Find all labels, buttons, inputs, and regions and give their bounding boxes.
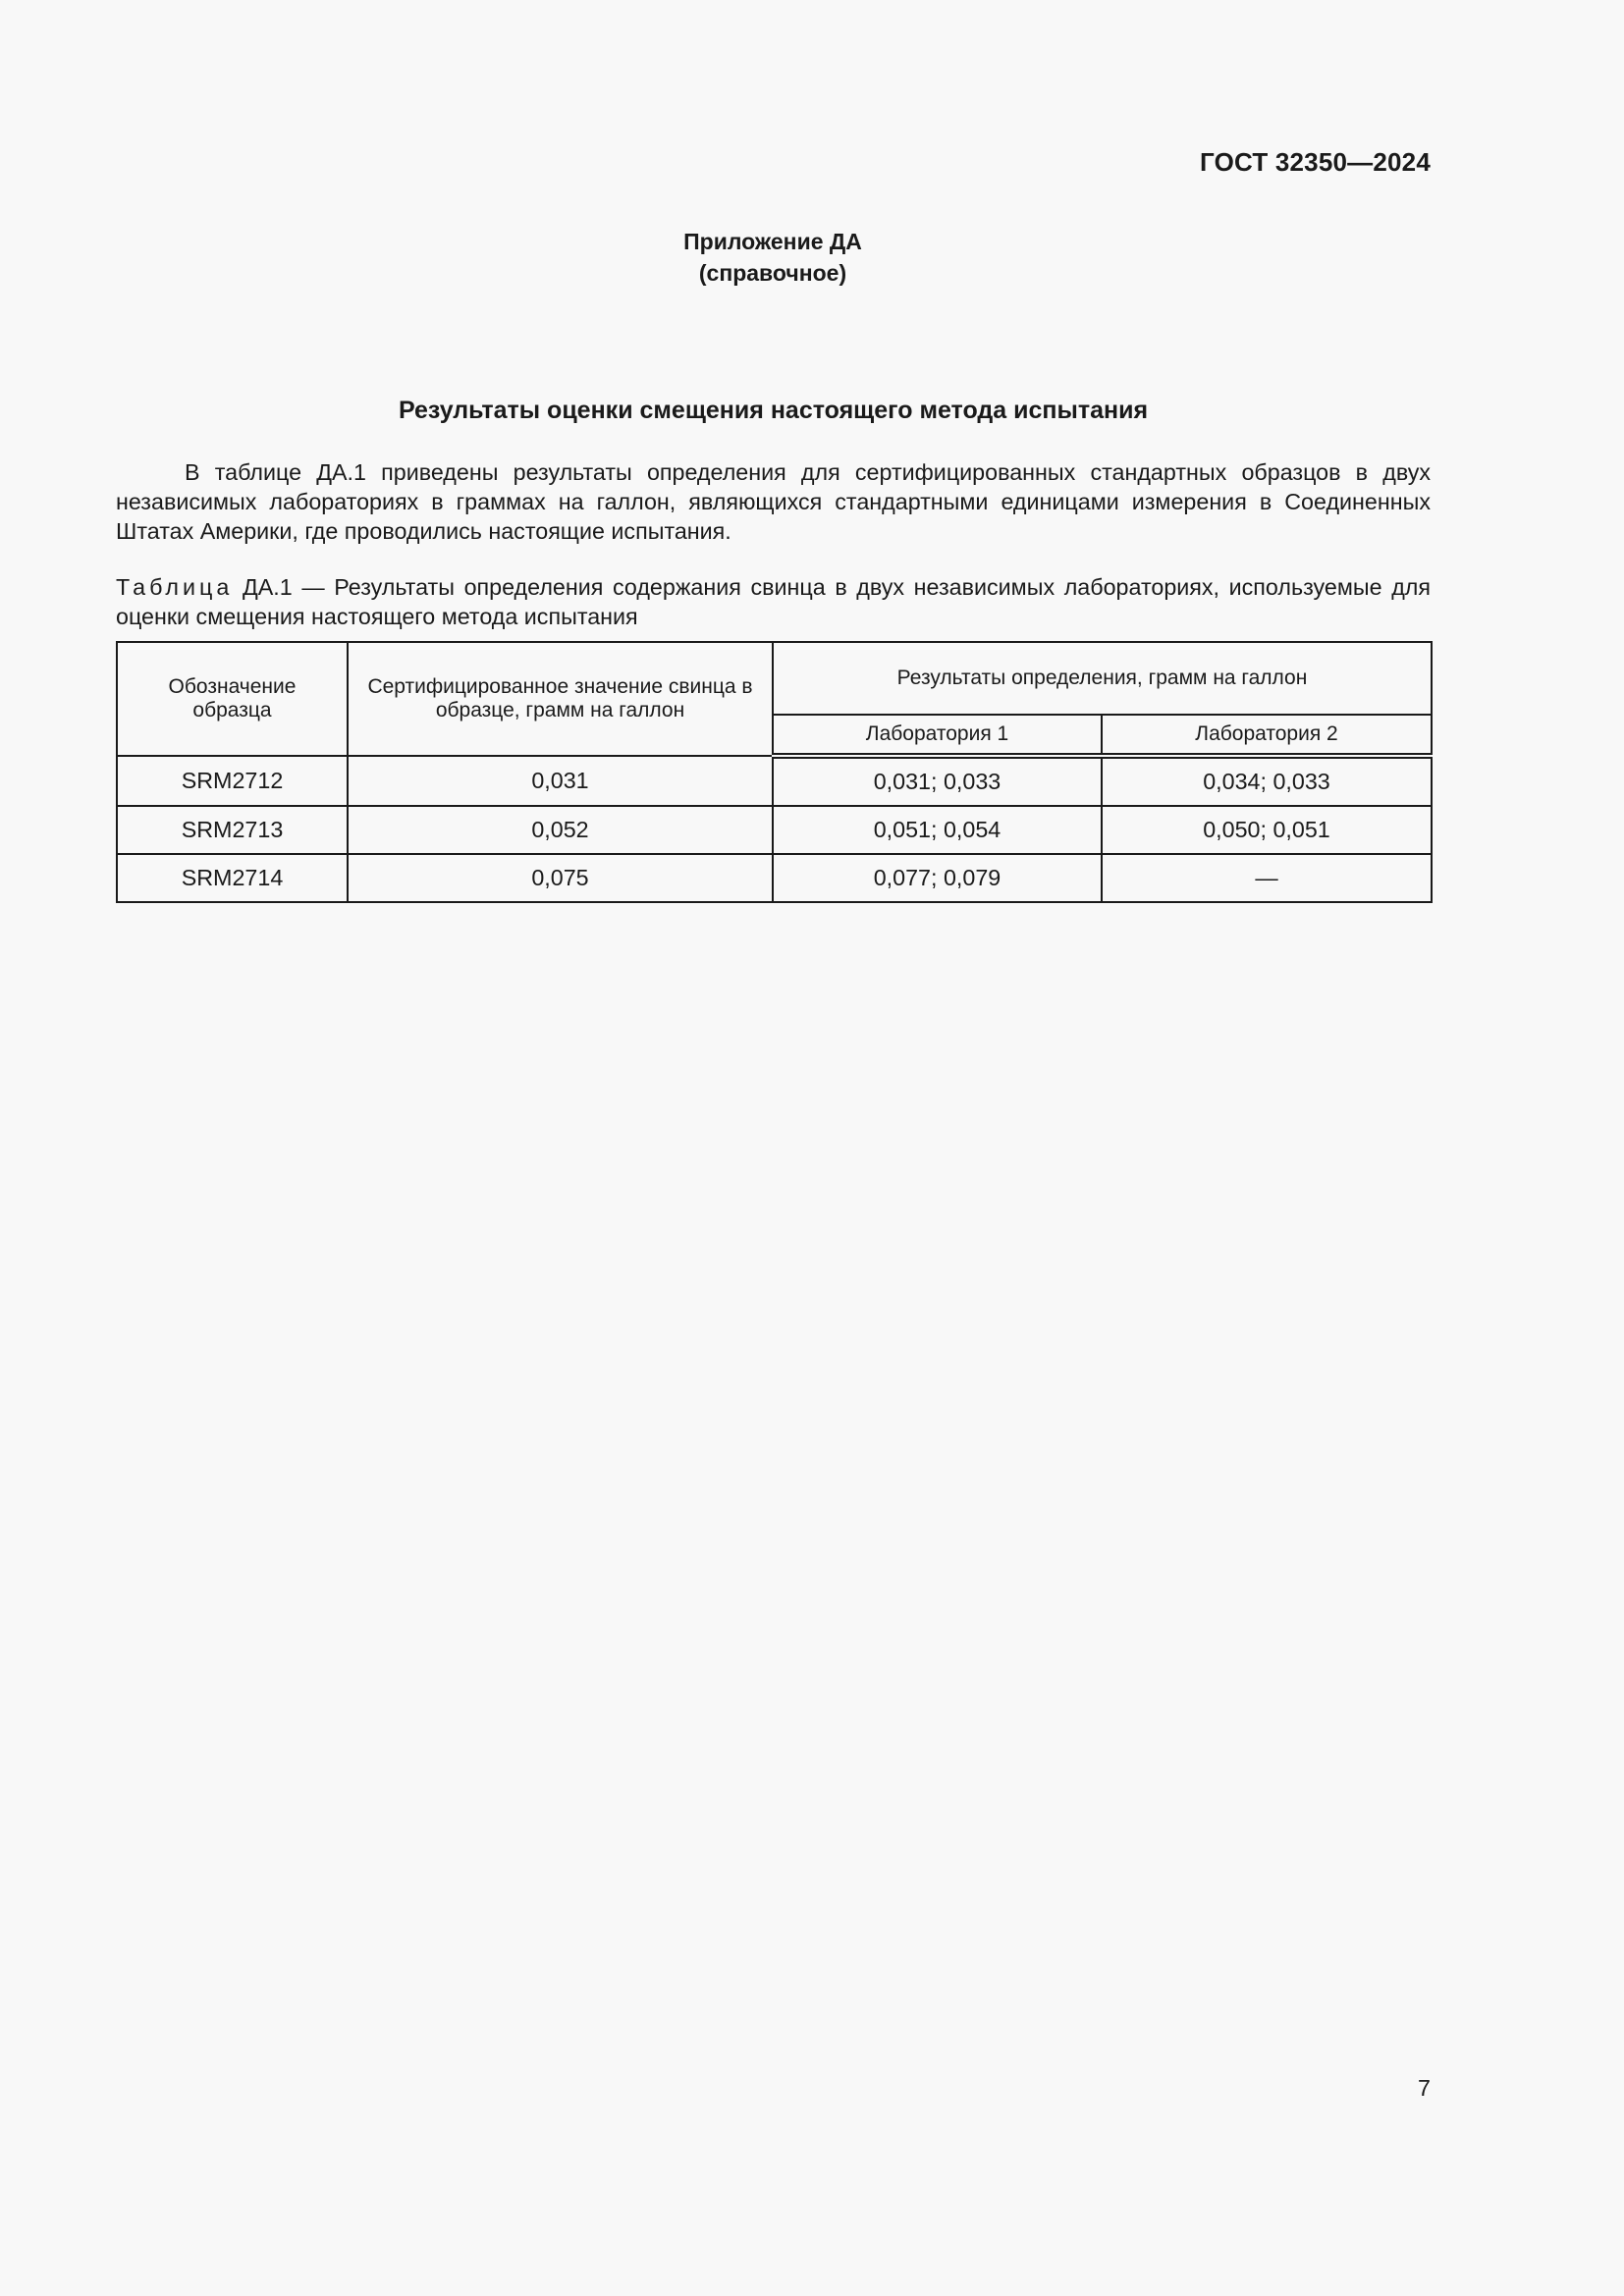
cell-lab2: 0,050; 0,051 — [1102, 806, 1432, 854]
document-code: ГОСТ 32350—2024 — [1200, 147, 1431, 177]
results-table — [116, 641, 1433, 903]
cell-lab2: — — [1102, 854, 1432, 902]
table-caption — [116, 572, 1431, 631]
cell-certified: 0,031 — [348, 756, 773, 806]
appendix-title: Приложение ДА — [683, 229, 862, 254]
header-sample: Обозначение образца — [117, 642, 348, 756]
table-caption-text: ДА.1 — Результаты определения содержания свинца в двух независимых лабораториях, используемые для оценки смещения настоящего метода испытания — [116, 574, 1431, 629]
cell-lab1: 0,077; 0,079 — [773, 854, 1102, 902]
cell-certified: 0,052 — [348, 806, 773, 854]
header-lab1: Лаборатория 1 — [773, 715, 1102, 756]
appendix-subtitle: (справочное) — [698, 260, 847, 286]
header-certified: Сертифицированное значение свинца в образце, грамм на галлон — [348, 642, 773, 756]
cell-lab1: 0,051; 0,054 — [773, 806, 1102, 854]
cell-sample: SRM2712 — [117, 756, 348, 806]
appendix-heading — [0, 226, 1545, 289]
table-row — [117, 854, 1432, 902]
table-caption-label: Таблица — [116, 574, 234, 600]
intro-paragraph: В таблице ДА.1 приведены результаты определения для сертифицированных стандартных образцов в двух независимых лабораториях в граммах на галлон, являющихся стандартными единицами измерения в Соединенных Штатах Америки, где проводились настоящие испытания. — [116, 459, 1431, 544]
section-title: Результаты оценки смещения настоящего метода испытания — [398, 397, 1149, 424]
cell-lab2: 0,034; 0,033 — [1102, 756, 1432, 806]
table-row — [117, 756, 1432, 806]
cell-lab1: 0,031; 0,033 — [773, 756, 1102, 806]
header-results: Результаты определения, грамм на галлон — [773, 642, 1432, 715]
cell-sample: SRM2714 — [117, 854, 348, 902]
table-row — [117, 806, 1432, 854]
cell-certified: 0,075 — [348, 854, 773, 902]
header-lab2: Лаборатория 2 — [1102, 715, 1432, 756]
cell-sample: SRM2713 — [117, 806, 348, 854]
page-number: 7 — [1418, 2075, 1431, 2101]
